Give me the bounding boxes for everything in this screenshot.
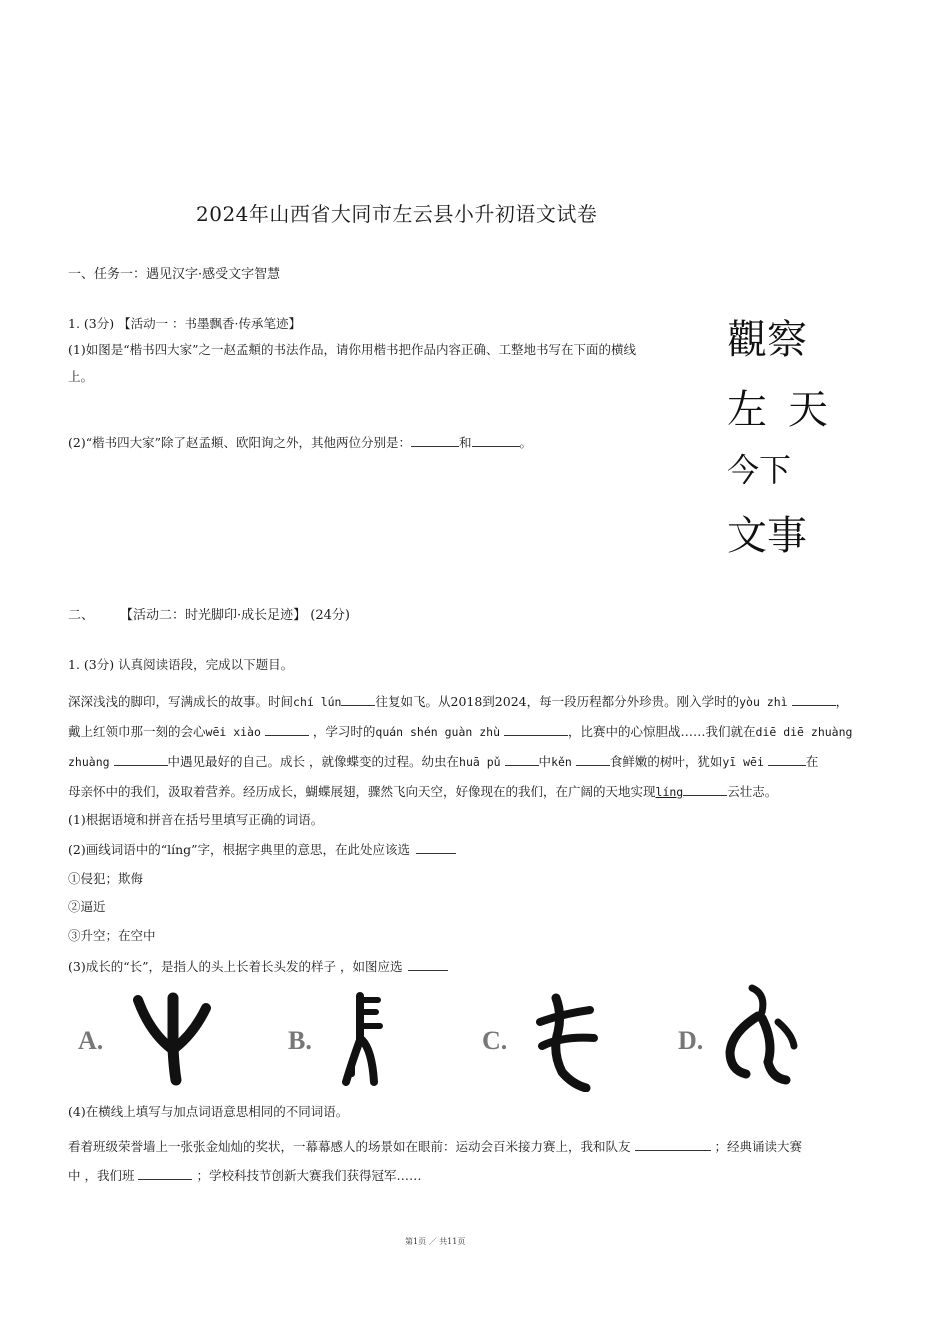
calligraphy-row4: 文事 bbox=[727, 513, 807, 559]
q1-sub2 bbox=[68, 433, 532, 451]
calligraphy-row1: 觀察 bbox=[727, 317, 807, 363]
pinyin: kěn bbox=[551, 755, 572, 769]
text: ， bbox=[835, 694, 849, 709]
ancient-glyph-b-icon bbox=[338, 990, 388, 1090]
option-2: ②逼近 bbox=[68, 899, 106, 914]
text: 中遇见最好的自己。成长 ，就像蝶变的过程。幼虫在 bbox=[167, 754, 460, 769]
answer-blank[interactable] bbox=[768, 752, 806, 766]
section2-heading bbox=[68, 604, 350, 623]
answer-blank[interactable] bbox=[408, 957, 448, 971]
answer-blank[interactable] bbox=[576, 752, 610, 766]
q1-sub2-prefix: (2)“楷书四大家”除了赵孟頫、欧阳询之外，其他两位分别是： bbox=[68, 435, 411, 450]
pinyin: huā pǔ bbox=[459, 755, 501, 769]
s2-q1-header: 1. (3分) 认真阅读语段，完成以下题目。 bbox=[68, 657, 294, 672]
sub-question-2 bbox=[68, 840, 456, 858]
q1-sub1-line1: (1)如图是“楷书四大家”之一赵孟頫的书法作品，请你用楷书把作品内容正确、工整地书写在下面的横线 bbox=[68, 342, 636, 357]
text: ，比赛中的心惊胆战……我们就在 bbox=[568, 724, 756, 739]
pinyin-underlined: líng bbox=[655, 785, 684, 799]
q1-sub2-and: 和 bbox=[459, 435, 472, 450]
answer-blank[interactable] bbox=[114, 752, 168, 766]
pinyin: yòu zhì bbox=[739, 695, 788, 709]
page-footer: 第1页 ／ 共11页 bbox=[405, 1237, 466, 1246]
passage-line-5 bbox=[68, 1137, 802, 1155]
ancient-glyph-c-icon bbox=[532, 992, 602, 1092]
answer-blank[interactable] bbox=[138, 1166, 192, 1180]
text: 中 ，我们班 bbox=[68, 1168, 135, 1183]
text: 看着班级荣誉墙上一张张金灿灿的奖状，一幕幕感人的场景如在眼前：运动会百米接力赛上，我和队友 bbox=[68, 1139, 631, 1154]
text: 在 bbox=[805, 754, 819, 769]
pinyin: wēi xiào bbox=[205, 725, 261, 739]
option-3: ③升空；在空中 bbox=[68, 928, 156, 943]
text: (2)画线词语中的“líng”字，根据字典里的意思，在此处应该选 bbox=[68, 842, 411, 857]
text: 往复如飞。从2018到2024，每一段历程都分外珍贵。刚入学时的 bbox=[375, 694, 740, 709]
pinyin: chí lún bbox=[293, 695, 342, 709]
answer-blank[interactable] bbox=[792, 692, 836, 706]
text: 母亲怀中的我们，汲取着营养。经历成长，蝴蝶展翅，骤然飞向天空，好像现在的我们，在广阔的天地实现 bbox=[68, 784, 656, 799]
choice-label: B. bbox=[288, 1026, 312, 1055]
answer-blank[interactable] bbox=[635, 1137, 711, 1151]
calligraphy-char: 天 bbox=[788, 387, 828, 433]
passage-line-2 bbox=[68, 722, 852, 740]
passage-line-4 bbox=[68, 782, 777, 800]
passage-line-1 bbox=[68, 692, 848, 710]
answer-blank[interactable] bbox=[265, 722, 309, 736]
answer-blank[interactable] bbox=[505, 752, 539, 766]
text: 中 bbox=[538, 754, 552, 769]
answer-blank[interactable] bbox=[504, 722, 568, 736]
passage-line-3 bbox=[68, 752, 818, 770]
q1-sub1-line2: 上。 bbox=[68, 369, 94, 384]
calligraphy-row3: 今下 bbox=[727, 451, 792, 489]
text: 戴上红领巾那一刻的会心 bbox=[68, 724, 206, 739]
calligraphy-char: 左 bbox=[727, 387, 767, 433]
text: ，学习时的 bbox=[312, 724, 376, 739]
answer-blank[interactable] bbox=[416, 840, 456, 854]
q1-header: 1. (3分) 【活动一 ：书墨飘香·传承笔迹】 bbox=[68, 316, 302, 331]
text: (3)成长的“长”，是指人的头上长着长头发的样子 ，如图应选 bbox=[68, 959, 403, 974]
text: ；经典诵读大赛 bbox=[714, 1139, 802, 1154]
option-1: ①侵犯；欺侮 bbox=[68, 871, 144, 886]
q1-sub2-end: 。 bbox=[519, 435, 533, 450]
sub-question-1: (1)根据语境和拼音在括号里填写正确的词语。 bbox=[68, 812, 324, 827]
answer-blank[interactable] bbox=[472, 433, 520, 447]
answer-blank[interactable] bbox=[411, 433, 459, 447]
sub-question-3 bbox=[68, 957, 448, 975]
text: ；学校科技节创新大赛我们获得冠军…… bbox=[196, 1168, 422, 1183]
pinyin: quán shén guàn zhù bbox=[375, 725, 501, 739]
ancient-glyph-a-icon bbox=[128, 988, 218, 1088]
text: 深深浅浅的脚印，写满成长的故事。时间 bbox=[68, 694, 294, 709]
answer-blank[interactable] bbox=[683, 782, 727, 796]
choice-label: A. bbox=[78, 1026, 104, 1055]
section2-heading-text: 【活动二：时光脚印·成长足迹】 (24分) bbox=[120, 608, 350, 623]
pinyin: yī wēi bbox=[722, 755, 764, 769]
text: 云壮志。 bbox=[727, 784, 778, 799]
answer-blank[interactable] bbox=[341, 692, 375, 706]
pinyin: diē diē zhuàng bbox=[755, 725, 853, 739]
choice-label: C. bbox=[482, 1026, 508, 1055]
sub-question-4: (4)在横线上填写与加点词语意思相同的不同词语。 bbox=[68, 1104, 349, 1119]
passage-line-6 bbox=[68, 1166, 421, 1184]
page-title: 2024年山西省大同市左云县小升初语文试卷 bbox=[196, 202, 598, 226]
text: 食鲜嫩的树叶，犹如 bbox=[609, 754, 723, 769]
ancient-glyph-d-icon bbox=[722, 982, 802, 1092]
section2-heading-num: 二、 bbox=[68, 608, 95, 623]
pinyin: zhuàng bbox=[68, 755, 110, 769]
choice-label: D. bbox=[678, 1026, 704, 1055]
section1-heading: 一、任务一：遇见汉字·感受文字智慧 bbox=[68, 267, 281, 282]
